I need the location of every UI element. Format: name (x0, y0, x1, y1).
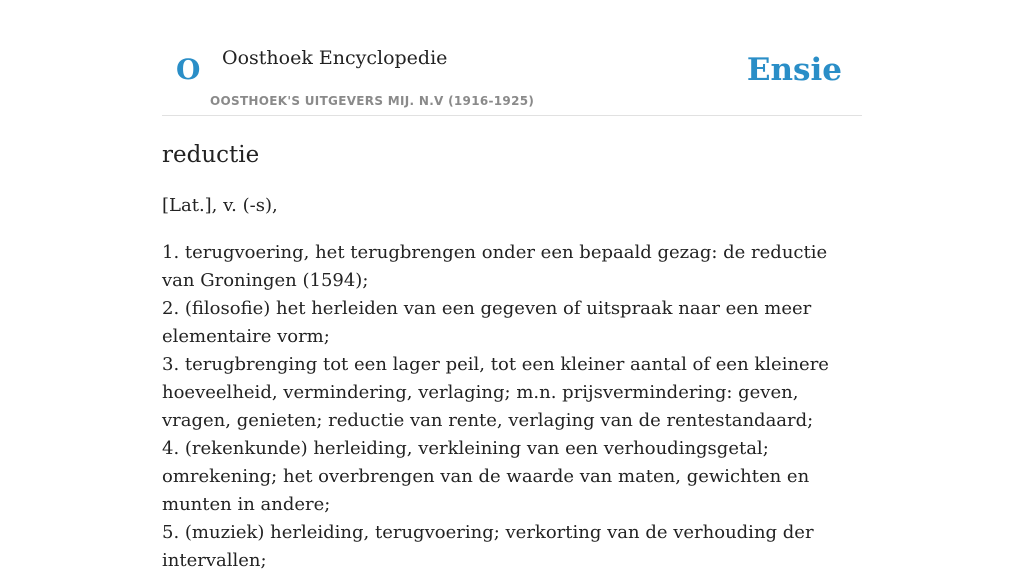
page (162, 0, 862, 571)
ensie-logo-link[interactable]: Ensie (746, 52, 842, 88)
definition-list (162, 239, 862, 575)
source-logo[interactable]: O (176, 53, 201, 86)
definition-item: 3. terugbrenging tot een lager peil, tot een kleiner aantal of een kleinere hoeveelheid, vermindering, verlaging; m.n. prijsvermindering: geven, vragen, genieten; reductie van rente, verlaging van de rentestandaard; (162, 354, 829, 431)
article-etymology: [Lat.], v. (-s), (162, 195, 278, 216)
source-title-link[interactable]: Oosthoek Encyclopedie (222, 47, 448, 69)
article-term: reductie (162, 142, 260, 168)
definition-item: 1. terugvoering, het terugbrengen onder een bepaald gezag: de reductie van Groningen (1594); (162, 242, 828, 291)
source-header (162, 0, 862, 116)
definition-item: 4. (rekenkunde) herleiding, verkleining van een verhoudingsgetal; omrekening; het overbrengen van de waarde van maten, gewichten en munten in andere; (162, 438, 810, 515)
definition-item: 5. (muziek) herleiding, terugvoering; verkorting van de verhouding der intervallen; (162, 522, 814, 571)
definition-item: 2. (filosofie) het herleiden van een gegeven of uitspraak naar een meer elementaire vorm; (162, 298, 812, 347)
source-subtitle: OOSTHOEK'S UITGEVERS MIJ. N.V (1916-1925) (210, 94, 535, 108)
